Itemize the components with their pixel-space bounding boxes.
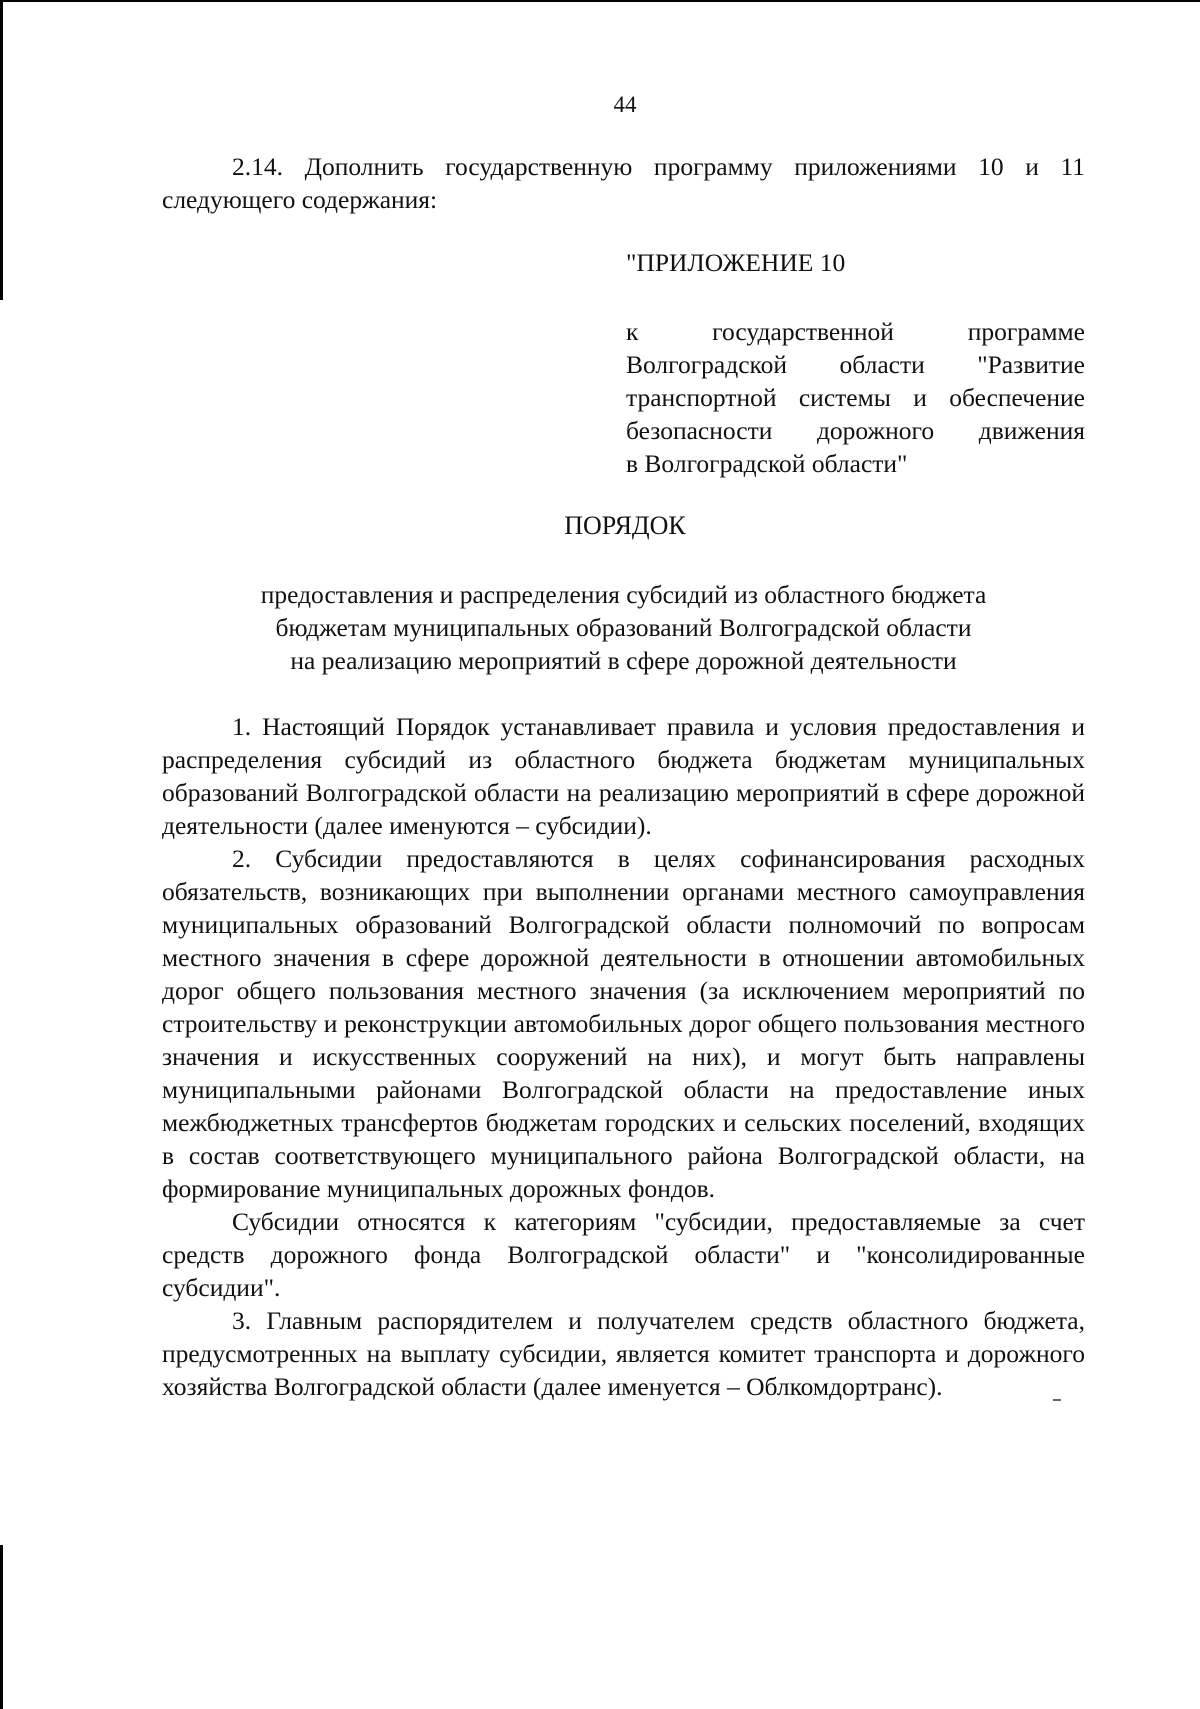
intro-section	[162, 150, 1085, 216]
scan-edge-top	[0, 0, 1200, 2]
document-subtitle-line: предоставления и распределения субсидий из областного бюджета	[260, 580, 987, 609]
document-subtitle-line: на реализацию мероприятий в сфере дорожной деятельности	[290, 646, 957, 675]
body-paragraph: Субсидии относятся к категориям "субсидии, предоставляемые за счет средств дорожного фонда Волгоградской области" и "консолидированные субсидии".	[162, 1207, 1085, 1302]
appendix-note-line: Волгоградской области "Развитие	[626, 350, 1085, 379]
appendix-note-line: в Волгоградской области"	[626, 449, 908, 478]
document-subtitle-line: бюджетам муниципальных образований Волгоградской области	[275, 613, 972, 642]
appendix-note-line: безопасности дорожного движения	[626, 416, 1085, 445]
intro-paragraph: 2.14. Дополнить государственную программу приложениями 10 и 11 следующего содержания:	[162, 152, 1085, 214]
scan-edge-left	[0, 0, 3, 300]
body-paragraph: 2. Субсидии предоставляются в целях софинансирования расходных обязательств, возникающих при выполнении органами местного самоуправления муниципальных образований Волгоградской области полномочий по вопросам местного значения в сфере дорожной деятельности в отношении автомобильных дорог общего пользования местного значения (за исключением мероприятий по строительству и реконструкции автомобильных дорог общего пользования местного значения и искусственных сооружений на них), и могут быть направлены муниципальными районами Волгоградской области на предоставление иных межбюджетных трансфертов бюджетам городских и сельских поселений, входящих в состав соответствующего муниципального района Волгоградской области, на формирование муниципальных дорожных фондов.	[162, 844, 1085, 1203]
page-number: 44	[613, 92, 637, 117]
scan-edge-left	[0, 1545, 3, 1709]
appendix-title: "ПРИЛОЖЕНИЕ 10	[626, 248, 846, 277]
body-paragraph: 1. Настоящий Порядок устанавливает правила и условия предоставления и распределения субсидий из областного бюджета бюджетам муниципальных образований Волгоградской области на реализацию мероприятий в сфере дорожной деятельности (далее именуются – субсидии).	[162, 712, 1085, 840]
appendix-note	[626, 315, 1085, 480]
appendix-note-line: транспортной системы и обеспечение	[626, 383, 1085, 412]
document-body	[162, 710, 1085, 1403]
document-subtitle	[162, 578, 1085, 677]
scan-speck	[1053, 1399, 1061, 1401]
appendix-note-line: к государственной программе	[626, 317, 1085, 346]
document-title: ПОРЯДОК	[564, 511, 686, 540]
body-paragraph: 3. Главным распорядителем и получателем средств областного бюджета, предусмотренных на выплату субсидии, является комитет транспорта и дорожного хозяйства Волгоградской области (далее именуется – Облкомдортранс).	[162, 1306, 1085, 1401]
